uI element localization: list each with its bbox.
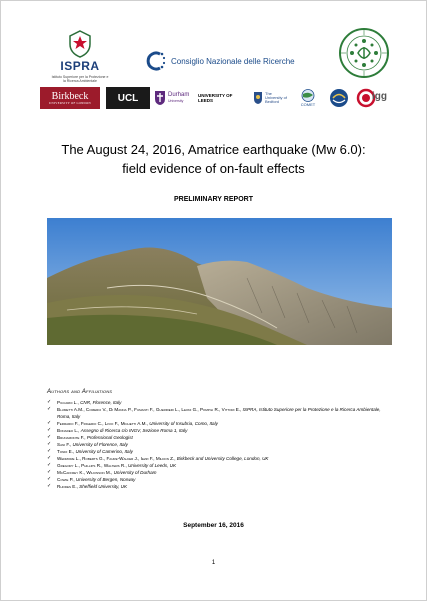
ispra-name: ISPRA xyxy=(60,59,100,73)
list-item xyxy=(47,455,387,462)
cnr-logo xyxy=(145,50,295,72)
check-icon: ✓ xyxy=(47,448,52,454)
report-date: September 16, 2016 xyxy=(183,522,244,529)
author-names: Brunamonte F., xyxy=(57,435,87,440)
author-list xyxy=(47,399,387,490)
author-affiliation: CNR, Florence, Italy xyxy=(80,400,122,405)
author-affiliation: Professional Geologist xyxy=(86,435,133,440)
check-icon: ✓ xyxy=(47,406,52,412)
ucl-name: UCL xyxy=(117,92,139,104)
igg-logo xyxy=(356,87,390,109)
check-icon: ✓ xyxy=(47,420,52,426)
title-line-2: field evidence of on-fault effects xyxy=(122,161,305,176)
list-item xyxy=(47,434,387,441)
bedford-logo xyxy=(252,87,290,109)
check-icon: ✓ xyxy=(47,455,52,461)
comet-globe-icon xyxy=(300,89,316,102)
birkbeck-subtitle: UNIVERSITY OF LONDON xyxy=(49,100,91,105)
check-icon: ✓ xyxy=(47,434,52,440)
author-affiliation: Birkbeck and University College, London, UK xyxy=(176,456,269,461)
title-line-1: The August 24, 2016, Amatrice earthquake (Mw 6.0): xyxy=(61,142,366,157)
author-affiliation: University of Insubria, Como, Italy xyxy=(149,421,218,426)
cnr-logo-icon xyxy=(145,50,167,72)
comet-name: COMET xyxy=(300,102,316,107)
authors-heading: Authors and Affiliations xyxy=(47,389,113,395)
author-affiliation: ISPRA, Istituto Superiore per la Protezione e la Ricerca Ambientale, Roma, Italy xyxy=(57,407,381,419)
ingv-logo xyxy=(327,87,351,109)
author-affiliation: University of Durham xyxy=(113,470,157,475)
author-names: Sani F., xyxy=(57,442,73,447)
igg-name: igg xyxy=(372,91,387,102)
author-affiliation: University of Florence, Italy xyxy=(72,442,128,447)
author-affiliation: University of Camerino, Italy xyxy=(75,449,133,454)
comet-logo xyxy=(294,87,322,109)
list-item xyxy=(47,406,387,420)
author-names: McCaffrey K., Wilkinson M., xyxy=(57,470,114,475)
durham-logo xyxy=(154,87,194,109)
author-names: Blumetti A.M., Comerci V., Di Manna P., Fumanti F., Guerrieri L., Leoni G., Pompili R., Vittori E., xyxy=(57,407,243,412)
leeds-logo xyxy=(198,87,248,109)
page-number: 1 xyxy=(211,560,216,566)
author-names: Piccardi L., xyxy=(57,400,81,405)
check-icon: ✓ xyxy=(47,462,52,468)
birkbeck-logo xyxy=(40,87,100,109)
cnr-name: Consiglio Nazionale delle Ricerche xyxy=(171,56,295,66)
list-item xyxy=(47,399,387,406)
ispra-emblem-icon xyxy=(68,30,92,58)
report-title xyxy=(20,140,407,178)
author-affiliation: University of Bergen, Norway xyxy=(75,477,136,482)
list-item xyxy=(47,483,387,490)
check-icon: ✓ xyxy=(47,399,52,405)
author-names: Cowie P., xyxy=(57,477,76,482)
author-names: Gregory L., Phillips R., Walters R., xyxy=(57,463,129,468)
author-names: Rhodes E., xyxy=(57,484,80,489)
report-subtitle: PRELIMINARY REPORT xyxy=(174,196,253,203)
list-item xyxy=(47,448,387,455)
ucl-logo xyxy=(106,87,150,109)
list-item xyxy=(47,476,387,483)
check-icon: ✓ xyxy=(47,469,52,475)
author-affiliation: Assegno di Ricerca c/o INGV, Sezione Roma 1, Italy xyxy=(80,428,188,433)
university-seal-icon xyxy=(338,27,390,79)
durham-crest-icon xyxy=(154,90,166,106)
ispra-logo xyxy=(40,30,120,83)
check-icon: ✓ xyxy=(47,441,52,447)
ispra-subtitle: Istituto Superiore per la Protezione e la Ricerca Ambientale xyxy=(51,75,109,83)
check-icon: ✓ xyxy=(47,483,52,489)
author-affiliation: University of Leeds, UK xyxy=(128,463,177,468)
partner-logo-strip xyxy=(40,87,390,111)
list-item xyxy=(47,469,387,476)
author-affiliation: Sheffield University, UK xyxy=(79,484,128,489)
bedford-name: The University of Bedford xyxy=(265,91,288,104)
author-names: Tondi E., xyxy=(57,449,76,454)
bedford-crest-icon xyxy=(253,91,263,105)
list-item xyxy=(47,427,387,434)
mountain-photo xyxy=(47,218,392,345)
check-icon: ✓ xyxy=(47,476,52,482)
ingv-logo-icon xyxy=(329,88,349,108)
durham-subtitle: University xyxy=(168,99,184,103)
check-icon: ✓ xyxy=(47,427,52,433)
birkbeck-name: Birkbeck xyxy=(51,90,89,102)
author-names: Wedmore L., Roberts G., Faure-Walker J., Iezzi F., Mildon Z., xyxy=(57,456,177,461)
list-item xyxy=(47,441,387,448)
author-names: Bonadeo L., xyxy=(57,428,81,433)
author-names: Ferrario F., Frigerio C., Livio F., Michetti A.M., xyxy=(57,421,150,426)
list-item xyxy=(47,462,387,469)
list-item xyxy=(47,420,387,427)
durham-name: Durham xyxy=(168,92,190,98)
leeds-name: UNIVERSITY OF LEEDS xyxy=(198,93,233,103)
